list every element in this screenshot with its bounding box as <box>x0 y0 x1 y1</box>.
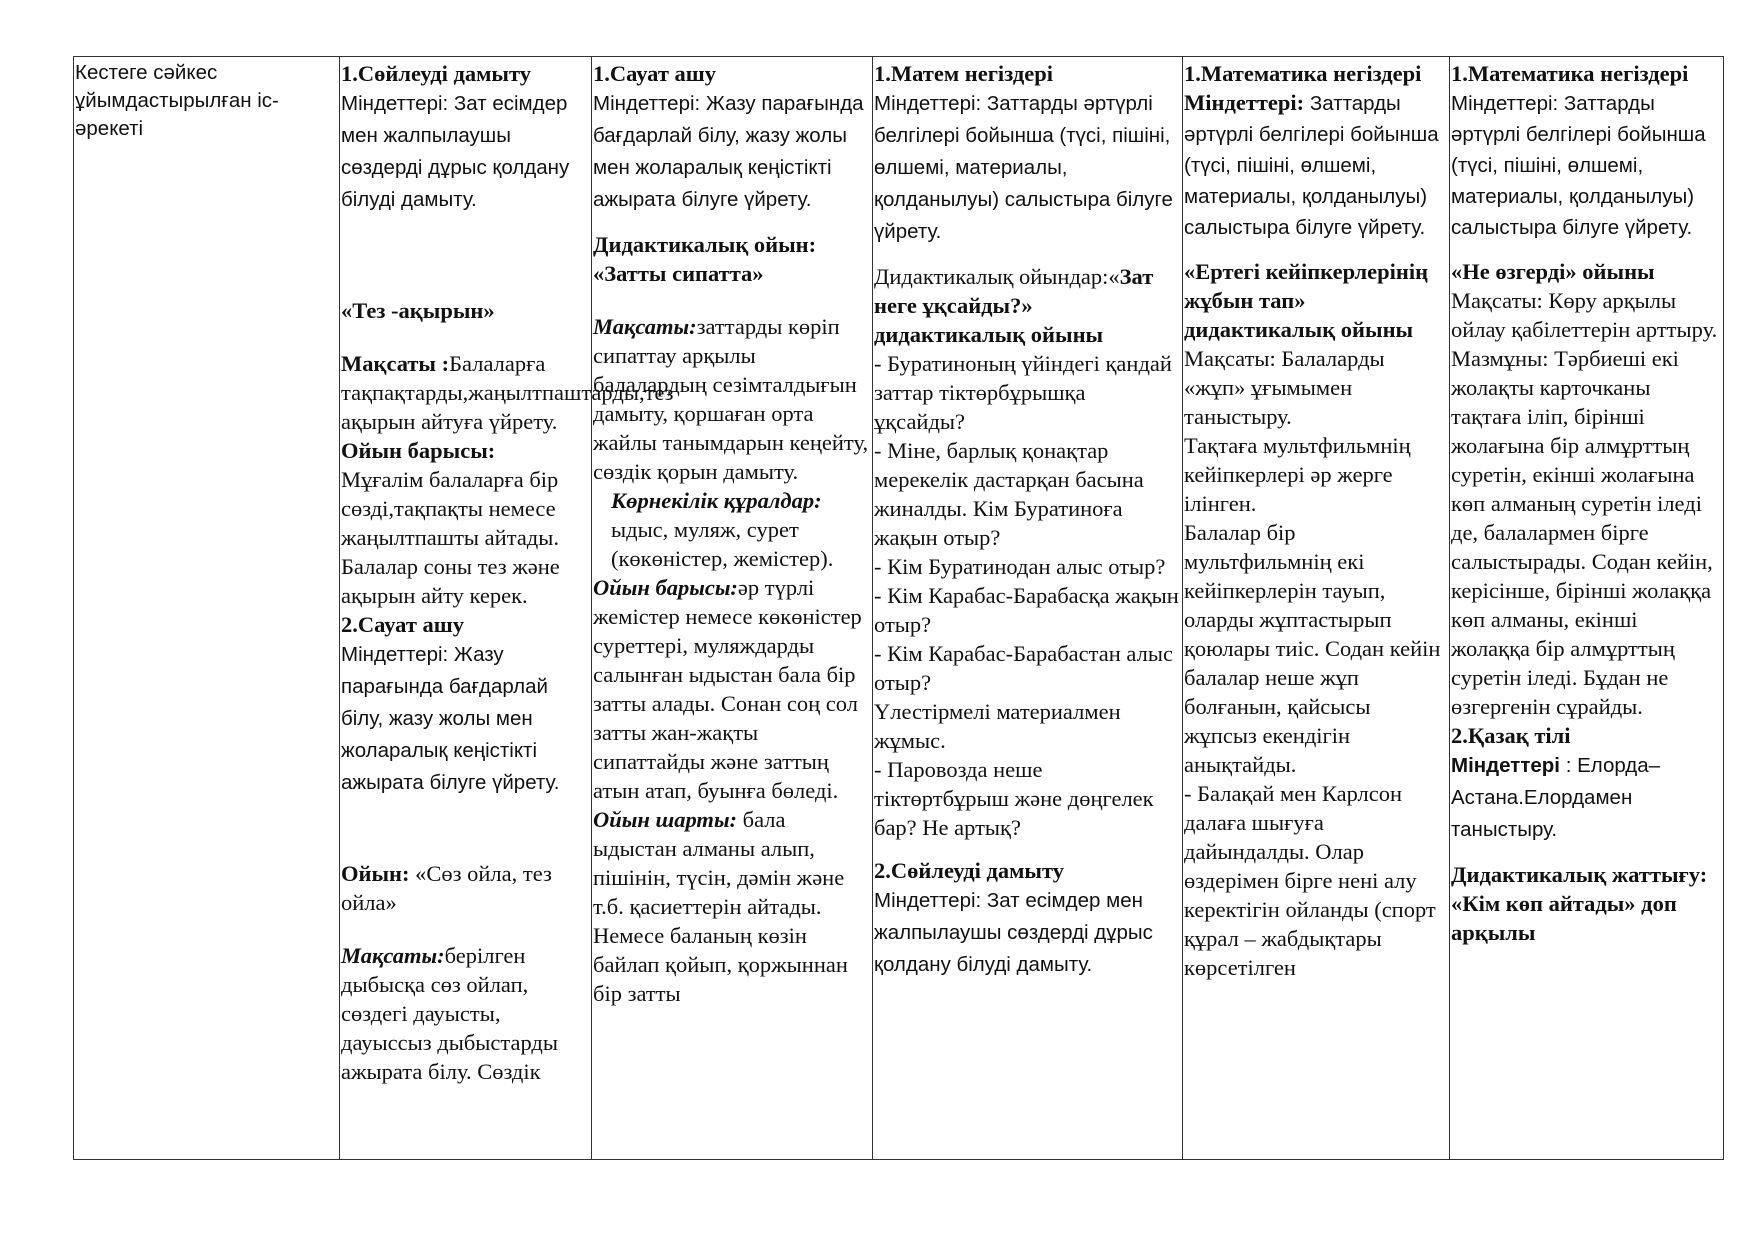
row-label: Кестеге сәйкес ұйымдастырылған іс-әрекеті <box>75 61 279 140</box>
day-cell-3 <box>873 57 1183 1160</box>
lesson-title: 1.Математика негіздері <box>1451 61 1689 86</box>
lesson-title: 1.Матем негіздері <box>874 61 1053 86</box>
goal-label: Мақсаты: <box>593 314 697 339</box>
rule-label: Ойын шарты: <box>593 807 738 832</box>
process-paragraph <box>593 573 871 805</box>
goal-2-label: Мақсаты: <box>341 943 445 968</box>
lesson-title: 1.Сауат ашу <box>593 61 717 86</box>
tasks-paragraph <box>1184 88 1448 243</box>
tasks-2-text: : Елорда–Астана.Елордамен таныстыру. <box>1451 754 1661 841</box>
process-text: әр түрлі жемістер немесе көкөністер суреттері, муляждарды салынған ыдыстан бала бір затты алады. Сонан соң сол затты жан-жақты сипаттайды және заттың атын атап, буынға бөледі. <box>593 575 862 803</box>
game-title: «Не өзгерді» ойыны <box>1451 259 1655 284</box>
aids-label: Көрнекілік құралдар: <box>611 488 822 513</box>
game-prefix: Дидактикалық ойындар:« <box>874 264 1120 289</box>
game-title: Дидактикалық ойын: «Затты сипатта» <box>593 232 817 286</box>
row-label-cell <box>74 57 340 1160</box>
lesson-title-2: 2.Сөйлеуді дамыту <box>874 858 1065 883</box>
goal-text: Балаларға тақпақтарды,жаңылтпаштарды,тез ақырын айтуға үйрету. <box>341 351 674 434</box>
process-label: Ойын барысы: <box>593 575 738 600</box>
game-body: Мақсаты: Балаларды «жұп» ұғымымен таныстыру. Тақтаға мультфильмнің кейіпкерлері әр жерге ілінген. Балалар бір мультфильмнің екі кейіпкерлерін тауып, оларды жұптастырып қоюлары тиіс. Содан кейін балалар неше жұп болғанын, қайсысы жұпсыз екендігін анықтайды. - Балақай мен Карлсон далаға шығуға дайындалды. Олар өздерімен бірге нені алу керектігін ойланды (спорт құрал – жабдықтары көрсетілген <box>1184 346 1441 980</box>
rule-text: бала ыдыстан алманы алып, пішінін, түсін, дәмін және т.б. қасиеттерін айтады. Немесе баланың көзін байлап қойып, қоржыннан бір затты <box>593 807 848 1006</box>
goal-paragraph <box>341 349 674 436</box>
lesson-tasks: Міндеттері: Зат есімдер мен жалпылаушы сөздерді дұрыс қолдану білуді дамыту. <box>341 92 570 211</box>
aids-text: ыдыс, муляж, сурет (көкөністер, жемістер). <box>611 517 834 571</box>
goal-2-text: берілген дыбысқа сөз ойлап, сөздегі дауысты, дауыссыз дыбыстарды ажырата білу. Сөздік <box>341 943 558 1084</box>
game-title: Зат неге ұқсайды?» дидактикалық ойыны <box>874 264 1154 347</box>
rule-paragraph <box>593 805 871 1008</box>
lesson-tasks-2: Міндеттері: Жазу парағында бағдарлай білу, жазу жолы мен жоларалық кеңістікті ажырата білуге үйрету. <box>341 643 560 794</box>
day-cell-2 <box>592 57 873 1160</box>
game-2-paragraph <box>341 859 590 917</box>
lesson-title-2: 2.Сауат ашу <box>341 612 465 637</box>
lesson-tasks: Міндеттері: Заттарды әртүрлі белгілері бойынша (түсі, пішіні, өлшемі, материалы, қолданылуы) салыстыра білуге үйрету. <box>1451 92 1706 239</box>
game-2-title: Дидактикалық жаттығу: <box>1451 862 1708 887</box>
tasks-label: Міндеттері: <box>1184 90 1305 115</box>
lesson-plan-table <box>73 56 1724 1160</box>
game-2-text: «Сөз ойла, тез ойла» <box>341 861 552 915</box>
day-cell-5 <box>1450 57 1724 1160</box>
tasks-text: Заттарды әртүрлі белгілері бойынша (түсі, пішіні, өлшемі, материалы, қолданылуы) салыстыра білуге үйрету. <box>1184 92 1439 239</box>
goal-paragraph <box>593 312 871 486</box>
process-text: Мұғалім балаларға бір сөзді,тақпақты немесе жаңылтпашты айтады. Балалар соны тез және ақырын айту керек. <box>341 467 560 608</box>
game-title: «Ертегі кейіпкерлерінің жұбын тап» дидактикалық ойыны <box>1184 259 1429 342</box>
lesson-tasks: Міндеттері: Заттарды әртүрлі белгілері бойынша (түсі, пішіні, өлшемі, материалы, қолданылуы) салыстыра білуге үйрету. <box>874 92 1173 243</box>
aids-paragraph <box>593 486 871 573</box>
process-label: Ойын барысы: <box>341 438 496 463</box>
tasks-2-label: Міндеттері <box>1451 754 1560 777</box>
game-2-subtitle: «Кім көп айтады» доп арқылы <box>1451 891 1677 945</box>
lesson-tasks-2: Міндеттері: Зат есімдер мен жалпылаушы сөздерді дұрыс қолдану білуді дамыту. <box>874 889 1153 976</box>
day-cell-4 <box>1183 57 1450 1160</box>
lesson-title: 1.Сөйлеуді дамыту <box>341 61 532 86</box>
goal-label: Мақсаты : <box>341 351 450 376</box>
game-2-label: Ойын: <box>341 861 410 886</box>
game-body: Мақсаты: Көру арқылы ойлау қабілеттерін арттыру. Мазмұны: Тәрбиеші екі жолақты карточканы тақтаға іліп, бірінші жолағына бір алмұрттың суретін, екінші жолағына көп алманың суретін іледі де, балалармен бірге салыстырады. Содан кейін, керісінше, бірінші жолаққа көп алманы, екінші жолаққа бір алмұрттың суретін іледі. Бұдан не өзгергенін сұрайды. <box>1451 288 1718 719</box>
lesson-tasks: Міндеттері: Жазу парағында бағдарлай білу, жазу жолы мен жоларалық кеңістікті ажырата білуге үйрету. <box>593 92 864 211</box>
lesson-title: 1.Математика негіздері <box>1184 61 1422 86</box>
goal-text: заттарды көріп сипаттау арқылы балалардың сезімталдығын дамыту, қоршаған орта жайлы танымдарын кеңейту, сөздік қорын дамыту. <box>593 314 869 484</box>
game-title: «Тез -ақырын» <box>341 298 495 323</box>
table-row <box>74 57 1724 1160</box>
lesson-title-2: 2.Қазақ тілі <box>1451 723 1571 748</box>
game-body: - Буратиноның үйіндегі қандай заттар тіктөрбұрышқа ұқсайды? - Міне, барлық қонақтар мерекелік дастарқан басына жиналды. Кім Буратиноға жақын отыр? - Кім Буратинодан алыс отыр? - Кім Карабас-Барабасқа жақын отыр? - Кім Карабас-Барабастан алыс отыр? Үлестірмелі материалмен жұмыс. - Паровозда неше тіктөртбұрыш және дөңгелек бар? Не артық? <box>874 351 1179 840</box>
goal-2-paragraph <box>341 941 590 1086</box>
game-paragraph <box>874 262 1181 349</box>
tasks-2-paragraph <box>1451 750 1722 846</box>
